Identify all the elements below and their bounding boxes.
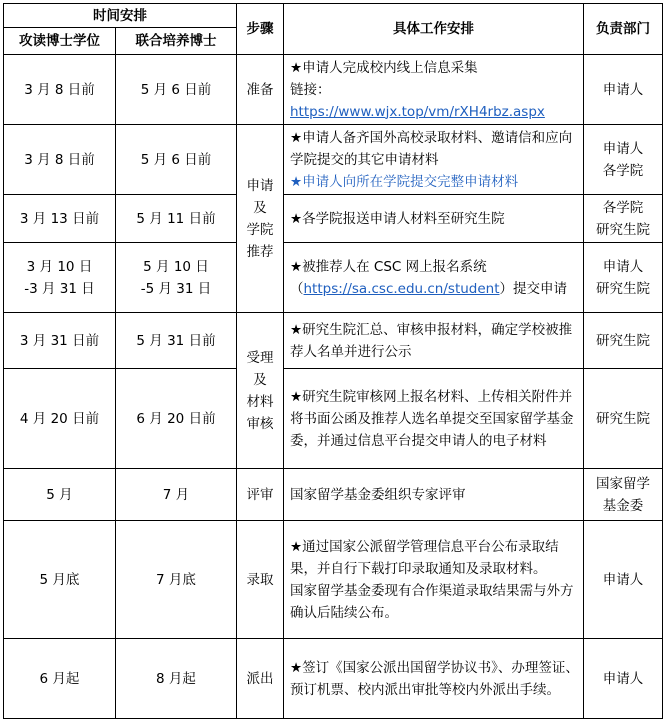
work-cell: ★研究生院审核网上报名材料、上传相关附件并将书面公函及推荐人选名单提交至国家留学基金委，并通过信息平台提交申请人的电子材料 <box>284 369 584 469</box>
step-cell: 评审 <box>237 469 284 521</box>
step-cell: 录取 <box>237 521 284 639</box>
joint-date: 6 月 20 日前 <box>116 369 237 469</box>
joint-date: 5 月 6 日前 <box>116 125 237 195</box>
phd-date: 6 月起 <box>4 639 116 719</box>
work-cell: ★被推荐人在 CSC 网上报名系统（https://sa.csc.edu.cn/student）提交申请 <box>284 243 584 313</box>
work-cell: 国家留学基金委组织专家评审 <box>284 469 584 521</box>
phd-date: 3 月 31 日前 <box>4 313 116 369</box>
dept-cell: 研究生院 <box>584 369 663 469</box>
dept-cell: 申请人 研究生院 <box>584 243 663 313</box>
survey-link[interactable]: https://www.wjx.top/vm/rXH4rbz.aspx <box>290 103 545 120</box>
work-cell: ★签订《国家公派出国留学协议书》、办理签证、预订机票、校内派出审批等校内外派出手续。 <box>284 639 584 719</box>
table-row <box>4 639 663 719</box>
dept-cell: 申请人 <box>584 521 663 639</box>
dept-header: 负责部门 <box>584 4 663 55</box>
dept-cell: 申请人 各学院 <box>584 125 663 195</box>
phd-date: 4 月 20 日前 <box>4 369 116 469</box>
step-header: 步骤 <box>237 4 284 55</box>
work-cell <box>284 125 584 195</box>
table-row <box>4 521 663 639</box>
work-cell: ★通过国家公派留学管理信息平台公布录取结果，并自行下载打印录取通知及录取材料。 国家留学基金委现有合作渠道录取结果需与外方确认后陆续公布。 <box>284 521 584 639</box>
step-cell: 派出 <box>237 639 284 719</box>
joint-header: 联合培养博士 <box>116 28 237 55</box>
phd-date: 3 月 13 日前 <box>4 195 116 243</box>
table-row <box>4 313 663 369</box>
work-header: 具体工作安排 <box>284 4 584 55</box>
step-cell: 准备 <box>237 55 284 125</box>
table-row <box>4 369 663 469</box>
work-line: 链接： <box>290 81 331 98</box>
dept-cell: 国家留学 基金委 <box>584 469 663 521</box>
phd-date: 5 月底 <box>4 521 116 639</box>
dept-cell: 申请人 <box>584 55 663 125</box>
work-cell: ★各学院报送申请人材料至研究生院 <box>284 195 584 243</box>
work-line-highlight: ★申请人向所在学院提交完整申请材料 <box>290 173 519 190</box>
work-cell: ★研究生院汇总、审核申报材料，确定学校被推荐人名单并进行公示 <box>284 313 584 369</box>
joint-date: 8 月起 <box>116 639 237 719</box>
joint-date: 5 月 31 日前 <box>116 313 237 369</box>
work-cell <box>284 55 584 125</box>
csc-link[interactable]: https://sa.csc.edu.cn/student <box>303 280 500 297</box>
table-row <box>4 243 663 313</box>
joint-date: 5 月 11 日前 <box>116 195 237 243</box>
joint-date: 7 月底 <box>116 521 237 639</box>
phd-date: 3 月 10 日 -3 月 31 日 <box>4 243 116 313</box>
dept-cell: 各学院 研究生院 <box>584 195 663 243</box>
phd-date: 3 月 8 日前 <box>4 125 116 195</box>
header-row-1 <box>4 4 663 28</box>
step-cell: 受理 及 材料 审核 <box>237 313 284 469</box>
time-group-header: 时间安排 <box>4 4 237 28</box>
step-cell: 申请 及 学院 推荐 <box>237 125 284 313</box>
phd-date: 3 月 8 日前 <box>4 55 116 125</box>
joint-date: 5 月 6 日前 <box>116 55 237 125</box>
table-row <box>4 125 663 195</box>
joint-date: 5 月 10 日 -5 月 31 日 <box>116 243 237 313</box>
table-row <box>4 469 663 521</box>
table-row <box>4 55 663 125</box>
dept-cell: 申请人 <box>584 639 663 719</box>
schedule-table <box>3 3 663 719</box>
phd-header: 攻读博士学位 <box>4 28 116 55</box>
phd-date: 5 月 <box>4 469 116 521</box>
joint-date: 7 月 <box>116 469 237 521</box>
work-line: ★申请人备齐国外高校录取材料、邀请信和应向学院提交的其它申请材料 <box>290 129 573 168</box>
dept-cell: 研究生院 <box>584 313 663 369</box>
table-row <box>4 195 663 243</box>
work-line: ★申请人完成校内线上信息采集 <box>290 59 478 76</box>
